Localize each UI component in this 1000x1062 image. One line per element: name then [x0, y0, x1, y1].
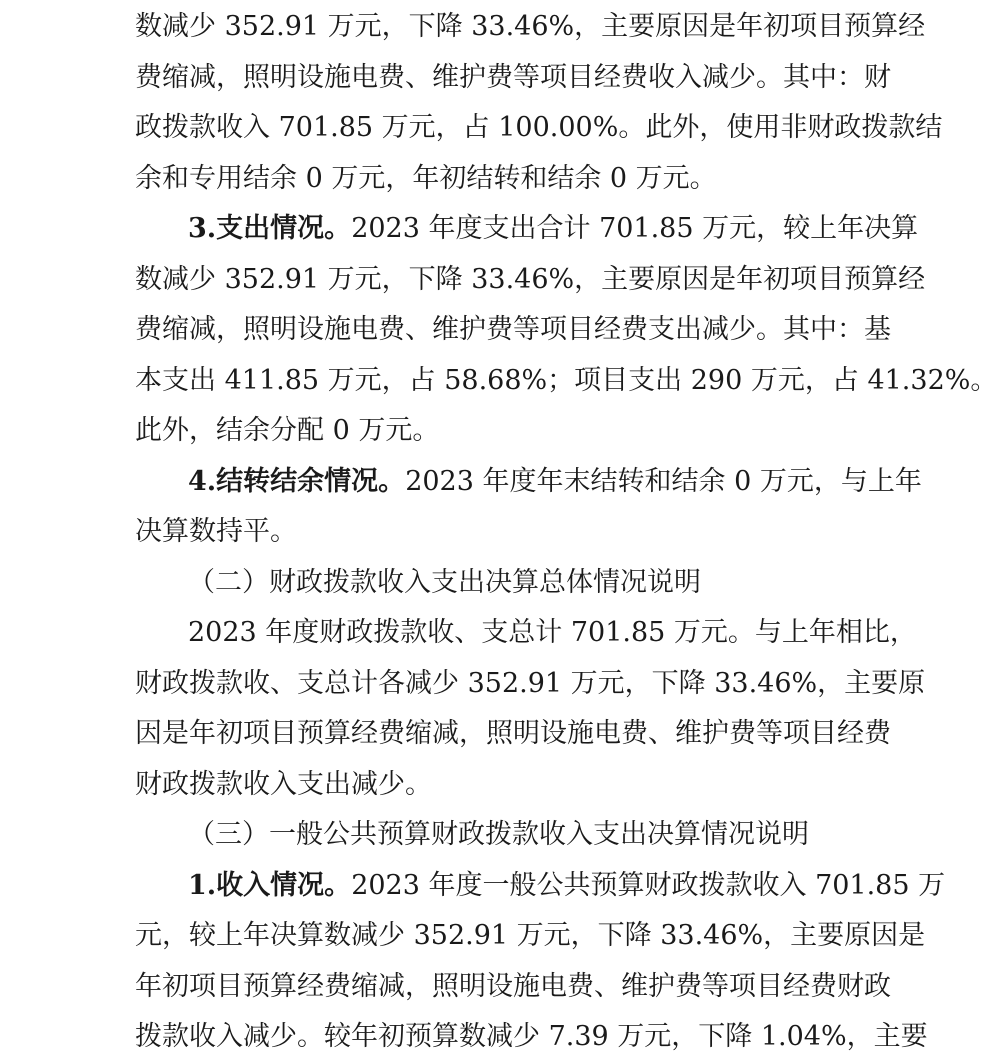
line-text: 2023 年度财政拨款收、支总计 701.85 万元。与上年相比， — [188, 617, 917, 648]
text-line — [135, 356, 997, 406]
text-line — [135, 507, 297, 557]
text-line — [135, 2, 925, 52]
line-text: 2023 年度年末结转和结余 0 万元，与上年 — [405, 465, 922, 497]
line-text: 余和专用结余 0 万元，年初结转和结余 0 万元。 — [135, 162, 717, 194]
text-line — [188, 457, 922, 507]
line-text: 此外，结余分配 0 万元。 — [135, 415, 440, 446]
line-text: 费缩减，照明设施电费、维护费等项目经费收入减少。其中：财 — [135, 61, 891, 93]
line-text: 决算数持平。 — [135, 516, 297, 547]
line-text: 2023 年度一般公共预算财政拨款收入 701.85 万 — [351, 869, 946, 901]
text-line — [188, 558, 701, 608]
line-text: 财政拨款收、支总计各减少 352.91 万元，下降 33.46%，主要原 — [135, 667, 926, 699]
text-line — [135, 659, 925, 709]
line-text: 拨款收入减少。较年初预算数减少 7.39 万元，下降 1.04%，主要 — [135, 1021, 928, 1052]
line-text: 费缩减，照明设施电费、维护费等项目经费支出减少。其中：基 — [135, 314, 891, 345]
line-text: 元，较上年决算数减少 352.91 万元，下降 33.46%，主要原因是 — [135, 920, 926, 951]
section-heading: 1.收入情况。 — [188, 869, 352, 901]
line-text: 财政拨款收入支出减少。 — [135, 768, 432, 800]
line-text: 政拨款收入 701.85 万元，占 100.00%。此外，使用非财政拨款结 — [135, 112, 943, 143]
text-line — [135, 911, 925, 961]
line-text: （二）财政拨款收入支出决算总体情况说明 — [188, 566, 701, 598]
text-line — [135, 103, 942, 153]
line-text: 因是年初项目预算经费缩减，照明设施电费、维护费等项目经费 — [135, 718, 891, 749]
line-text: 年初项目预算经费缩减，照明设施电费、维护费等项目经费财政 — [135, 970, 891, 1002]
text-line — [135, 305, 891, 355]
text-line — [188, 810, 809, 860]
text-line — [135, 154, 717, 204]
text-line — [135, 255, 925, 305]
text-line — [188, 861, 945, 911]
text-line — [135, 962, 891, 1012]
text-line — [135, 406, 439, 456]
line-text: 数减少 352.91 万元，下降 33.46%，主要原因是年初项目预算经 — [135, 11, 926, 42]
line-text: 2023 年度支出合计 701.85 万元，较上年决算 — [351, 213, 919, 244]
line-text: （三）一般公共预算财政拨款收入支出决算情况说明 — [188, 819, 809, 850]
text-line — [135, 1012, 928, 1062]
text-line — [135, 53, 891, 103]
section-heading: 3.支出情况。 — [188, 213, 352, 244]
text-line — [188, 204, 918, 254]
text-line — [135, 760, 432, 810]
text-line — [135, 709, 891, 759]
text-line — [188, 608, 917, 658]
line-text: 数减少 352.91 万元，下降 33.46%，主要原因是年初项目预算经 — [135, 263, 926, 295]
line-text: 本支出 411.85 万元，占 58.68%；项目支出 290 万元，占 41.32%。 — [135, 364, 998, 396]
section-heading: 4.结转结余情况。 — [188, 465, 406, 497]
